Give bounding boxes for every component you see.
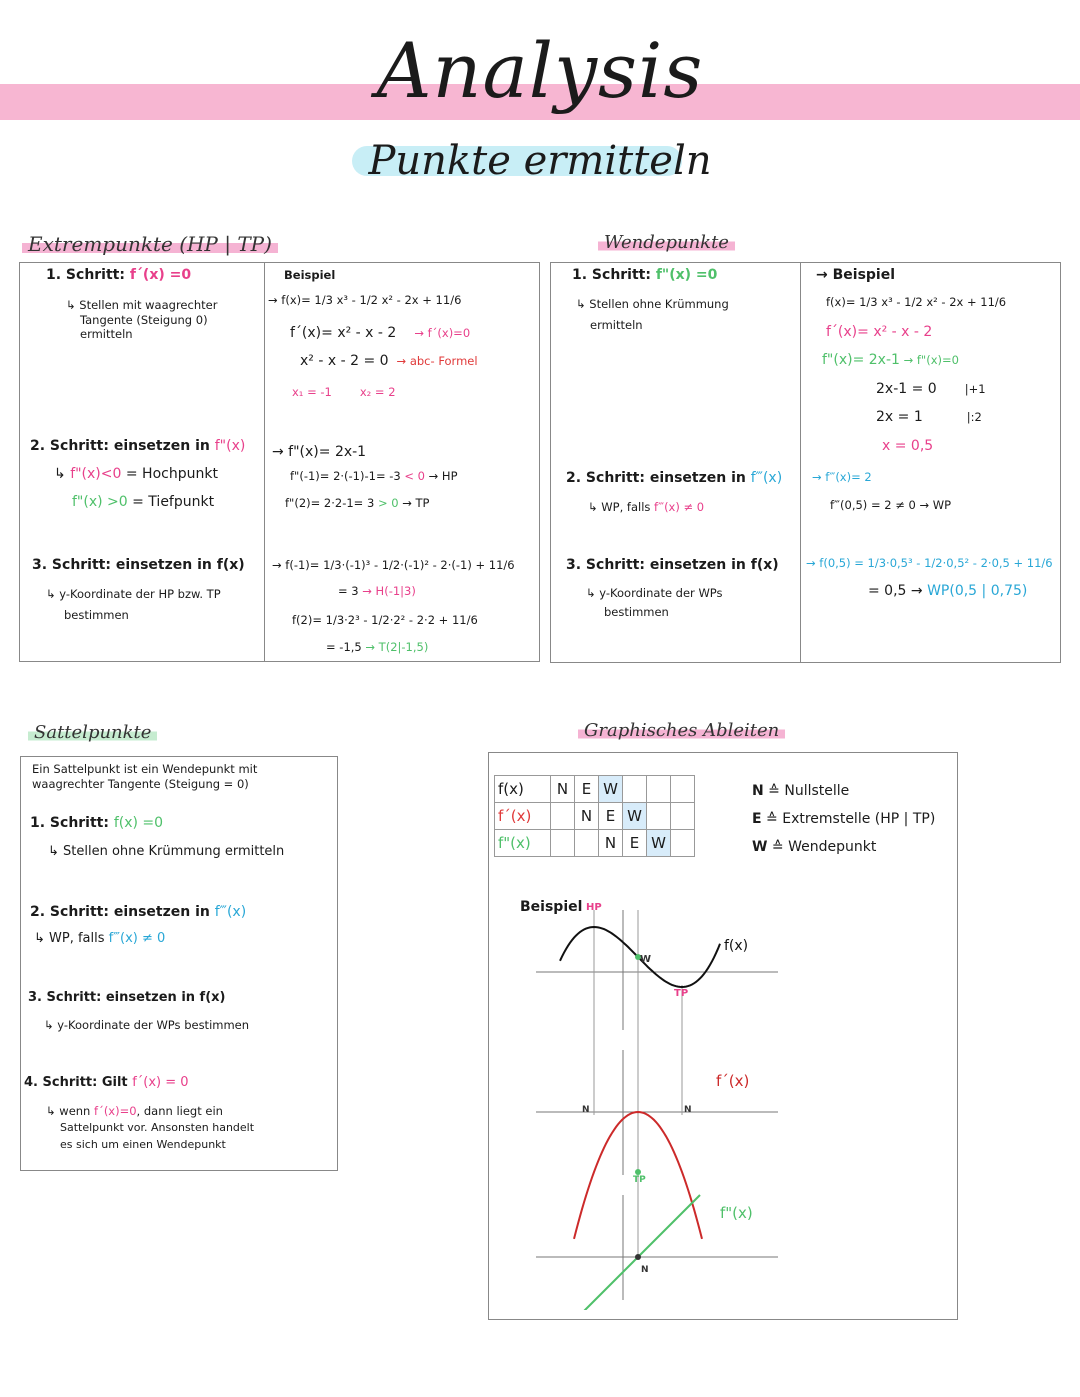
extrem-step2-desc2: f"(x) >0 = Tiefpunkt — [72, 494, 215, 510]
f2-root-marker — [635, 1254, 641, 1260]
page-title: Analysis — [376, 26, 704, 115]
extrem-ex-t: = -1,5 → T(2|-1,5) — [326, 640, 429, 654]
sattel-step2: 2. Schritt: einsetzen in f‴(x) — [30, 904, 247, 920]
table-cell — [551, 803, 575, 830]
label-f: f(x) — [724, 938, 749, 954]
table-cell — [647, 776, 671, 803]
wende-step3: 3. Schritt: einsetzen in f(x) — [566, 557, 779, 573]
legend-n: N ≙ Nullstelle — [752, 783, 850, 799]
sattel-intro1: Ein Sattelpunkt ist ein Wendepunkt mit — [32, 762, 258, 776]
table-cell — [671, 830, 695, 857]
wende-step3-desc1: ↳ y-Koordinate der WPs — [586, 586, 723, 600]
wende-ex-y: → f(0,5) = 1/3·0,5³ - 1/2·0,5² - 2·0,5 + 11/6 — [806, 556, 1053, 570]
wende-step1-desc2: ermitteln — [590, 318, 643, 332]
table-cell: N — [551, 776, 575, 803]
sattel-step4-desc1: ↳ wenn f´(x)=0, dann liegt ein — [46, 1104, 223, 1118]
extrem-heading: Extrempunkte (HP | TP) — [22, 232, 278, 256]
sattel-step4-desc3: es sich um einen Wendepunkt — [60, 1138, 226, 1151]
wende-ex-f3: → f‴(x)= 2 — [812, 470, 872, 484]
label-tp: TP — [674, 988, 689, 999]
extrem-step1-desc3: ermitteln — [80, 327, 133, 341]
table-cell — [623, 776, 647, 803]
sattel-step4: 4. Schritt: Gilt f´(x) = 0 — [24, 1075, 189, 1090]
table-cell: N — [575, 803, 599, 830]
extrem-step3-desc1: ↳ y-Koordinate der HP bzw. TP — [46, 587, 221, 601]
wende-ex-f: f(x)= 1/3 x³ - 1/2 x² - 2x + 11/6 — [826, 295, 1007, 309]
table-cell: W — [647, 830, 671, 857]
row-label-f2: f"(x) — [495, 830, 551, 857]
extrem-ex-h: = 3 → H(-1|3) — [338, 584, 416, 598]
derivation-table — [494, 775, 695, 857]
extrem-ex-f2: → f"(x)= 2x-1 — [272, 444, 367, 460]
wende-heading: Wendepunkte — [598, 232, 735, 253]
table-cell — [575, 830, 599, 857]
graph-heading: Graphisches Ableiten — [578, 720, 785, 741]
label-f1: f´(x) — [716, 1072, 750, 1090]
extrem-step1-desc1: ↳ Stellen mit waagrechter — [66, 298, 218, 312]
table-cell — [671, 776, 695, 803]
extrem-ex-eq: x² - x - 2 = 0 → abc- Formel — [300, 353, 478, 369]
sattel-step4-desc2: Sattelpunkt vor. Ansonsten handelt — [60, 1121, 255, 1134]
sattel-step1: 1. Schritt: f(x) =0 — [30, 815, 164, 831]
label-w: W — [640, 954, 652, 965]
wende-ex-f2: f"(x)= 2x-1 → f"(x)=0 — [822, 352, 959, 368]
extrem-ex-f1: f´(x)= x² - x - 2 → f´(x)=0 — [290, 325, 471, 341]
table-row-f — [495, 776, 695, 803]
extrem-ex-check2: f"(2)= 2·2-1= 3 > 0 → TP — [285, 496, 430, 510]
label-n1: N — [582, 1105, 590, 1115]
extrem-divider — [264, 262, 265, 661]
extrem-step3-desc2: bestimmen — [64, 608, 129, 622]
graph-example-label: Beispiel — [520, 899, 583, 915]
table-cell: N — [599, 830, 623, 857]
sattel-heading: Sattelpunkte — [28, 722, 157, 743]
page-subtitle: Punkte ermitteln — [368, 138, 712, 184]
table-cell: W — [623, 803, 647, 830]
wende-ex-x: x = 0,5 — [882, 438, 934, 454]
table-cell — [551, 830, 575, 857]
table-cell: E — [623, 830, 647, 857]
extrem-step2: 2. Schritt: einsetzen in f"(x) — [30, 438, 246, 454]
extrem-step1: 1. Schritt: f´(x) =0 — [46, 267, 192, 283]
extrem-step3: 3. Schritt: einsetzen in f(x) — [32, 557, 245, 573]
extrem-ex-check1: f"(-1)= 2·(-1)-1= -3 < 0 → HP — [290, 469, 458, 483]
extrem-step2-desc1: ↳ f"(x)<0 = Hochpunkt — [54, 466, 218, 482]
table-cell: E — [599, 803, 623, 830]
wende-step1-desc1: ↳ Stellen ohne Krümmung — [576, 297, 729, 311]
wende-ex-f1: f´(x)= x² - x - 2 — [826, 324, 933, 340]
sattel-step3-desc: ↳ y-Koordinate der WPs bestimmen — [44, 1018, 250, 1032]
extrem-ex-y2: f(2)= 1/3·2³ - 1/2·2² - 2·2 + 11/6 — [292, 613, 478, 627]
wende-ex-eq1: 2x-1 = 0 |+1 — [876, 381, 986, 397]
sattel-step1-desc: ↳ Stellen ohne Krümmung ermitteln — [48, 844, 285, 859]
wende-example-label: → Beispiel — [816, 267, 896, 283]
label-n2: N — [684, 1105, 692, 1115]
wende-step2-desc: ↳ WP, falls f‴(x) ≠ 0 — [588, 500, 705, 514]
row-label-f1: f´(x) — [495, 803, 551, 830]
label-hp: HP — [586, 902, 602, 913]
extrem-ex-y1: → f(-1)= 1/3·(-1)³ - 1/2·(-1)² - 2·(-1) + 11/6 — [272, 558, 515, 572]
table-cell: E — [575, 776, 599, 803]
wende-ex-wp: = 0,5 → WP(0,5 | 0,75) — [868, 583, 1028, 599]
sattel-step2-desc: ↳ WP, falls f‴(x) ≠ 0 — [34, 931, 166, 946]
table-row-f2 — [495, 830, 695, 857]
wende-ex-check: f‴(0,5) = 2 ≠ 0 → WP — [830, 498, 952, 512]
label-n3: N — [641, 1265, 649, 1275]
extrem-step1-desc2: Tangente (Steigung 0) — [80, 313, 208, 327]
wende-step1: 1. Schritt: f"(x) =0 — [572, 267, 718, 283]
wende-step3-desc2: bestimmen — [604, 605, 669, 619]
f2-curve — [574, 1195, 700, 1310]
sattel-intro2: waagrechter Tangente (Steigung = 0) — [32, 777, 249, 791]
table-row-f1 — [495, 803, 695, 830]
wende-ex-eq2: 2x = 1 |:2 — [876, 409, 982, 425]
table-cell — [671, 803, 695, 830]
extrem-example-label: Beispiel — [284, 268, 336, 282]
label-f2: f"(x) — [720, 1204, 753, 1222]
extrem-ex-f: → f(x)= 1/3 x³ - 1/2 x² - 2x + 11/6 — [268, 293, 462, 307]
label-tp2: TP — [633, 1175, 646, 1185]
derivative-graphs — [488, 890, 948, 1310]
sattel-step3: 3. Schritt: einsetzen in f(x) — [28, 990, 226, 1005]
extrem-ex-roots: x₁ = -1 x₂ = 2 — [292, 385, 396, 399]
wende-divider — [800, 262, 801, 662]
legend-w: W ≙ Wendepunkt — [752, 839, 877, 855]
table-cell — [647, 803, 671, 830]
table-cell: W — [599, 776, 623, 803]
legend-e: E ≙ Extremstelle (HP | TP) — [752, 811, 936, 827]
wende-step2: 2. Schritt: einsetzen in f‴(x) — [566, 470, 783, 486]
row-label-f: f(x) — [495, 776, 551, 803]
